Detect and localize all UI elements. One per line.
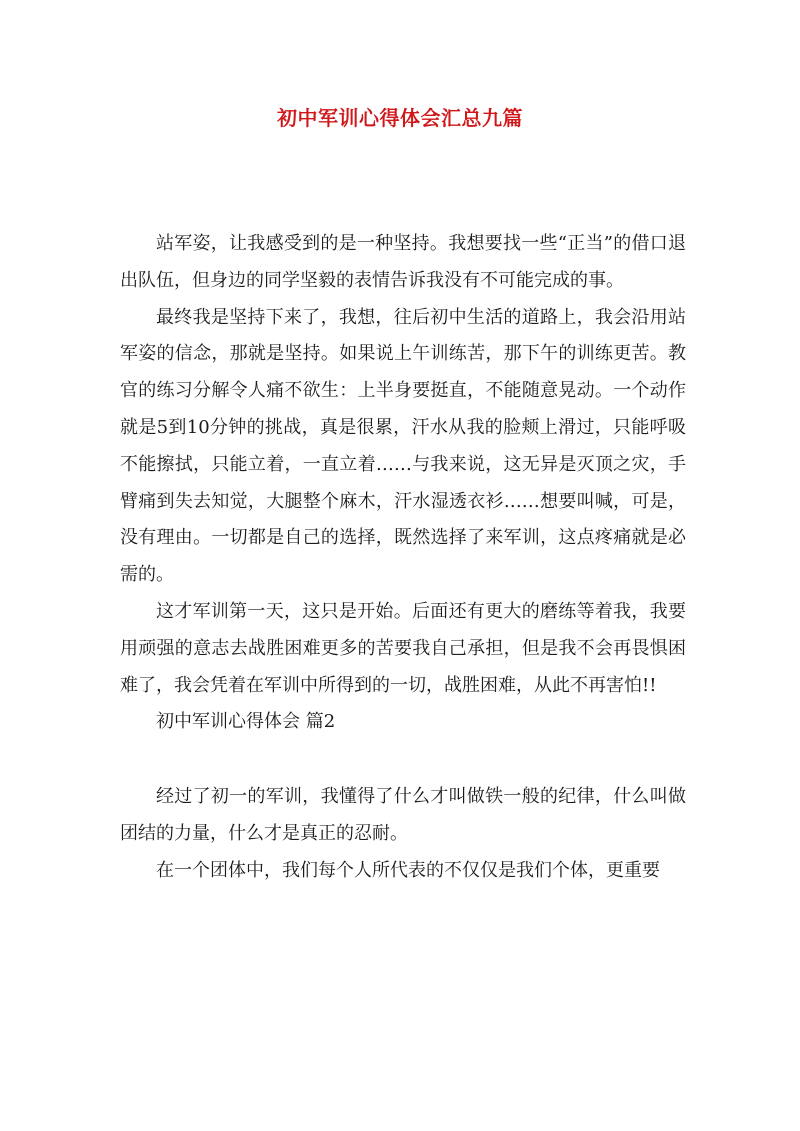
paragraph: 站军姿，让我感受到的是一种坚持。我想要找一些“正当”的借口退出队伍，但身边的同学坚毅的表情告诉我没有不可能完成的事。 [120, 233, 686, 291]
paragraph: 最终我是坚持下来了，我想，往后初中生活的道路上，我会沿用站军姿的信念，那就是坚持。如果说上午训练苦，那下午的训练更苦。教官的练习分解令人痛不欲生：上半身要挺直，不能随意晃动。一个动作就是5到10分钟的挑战，真是很累，汗水从我的脸颊上滑过，只能呼吸不能擦拭，只能立着，一直立着……与我来说，这无异是灭顶之灾，手臂痛到失去知觉，大腿整个麻木，汗水湿透衣衫……想要叫喊，可是，没有理由。一切都是自己的选择，既然选择了来军训，这点疼痛就是必需的。 [120, 306, 686, 586]
paragraph: 经过了初一的军训，我懂得了什么才叫做铁一般的纪律，什么叫做团结的力量，什么才是真正的忍耐。 [120, 786, 686, 844]
document-title: 初中军训心得体会汇总九篇 [277, 106, 523, 130]
document-body [120, 226, 686, 890]
paragraph: 在一个团体中，我们每个人所代表的不仅仅是我们个体，更重要 [156, 859, 660, 881]
section-heading: 初中军训心得体会 篇2 [156, 711, 336, 733]
paragraph: 这才军训第一天，这只是开始。后面还有更大的磨练等着我，我要用顽强的意志去战胜困难更多的苦要我自己承担，但是我不会再畏惧困难了，我会凭着在军训中所得到的一切，战胜困难，从此不再害怕!! [120, 600, 686, 696]
